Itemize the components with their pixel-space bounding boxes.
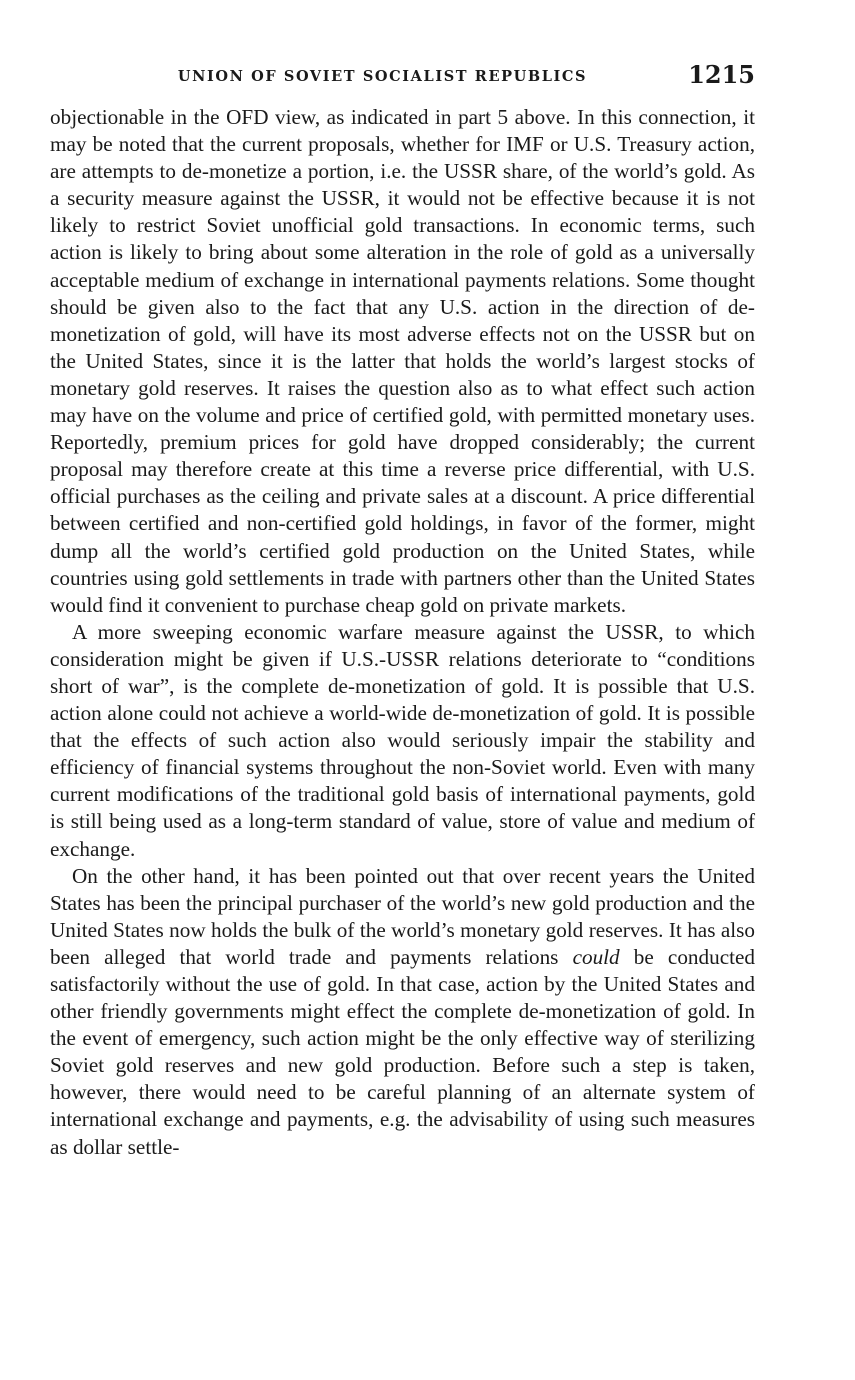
- paragraph-text-end: be conducted satisfactorily without the use of gold. In that case, action by the United States and other friendly governments might effect the complete de-monetization of gold. In the event of emergency, such action might be the only effective way of sterilizing Soviet gold reserves and new gold production. Before such a step is taken, however, there would need to be careful planning of an alternate system of international exchange and payments, e.g. the advisability of using such measures as dollar settle-: [50, 944, 755, 1159]
- paragraph-text-start: On the other hand, it has been pointed out that over recent years the United States has been the principal purchaser of the world’s new gold production and the United States now holds the bulk of the world’s monetary gold reserves. It has also been alleged that world trade and payments relations: [50, 863, 755, 969]
- paragraph-other-hand: [50, 863, 755, 1161]
- running-header: [50, 60, 755, 104]
- paragraph-continued: objectionable in the OFD view, as indicated in part 5 above. In this connection, it may be noted that the current proposals, whether for IMF or U.S. Treasury action, are attempts to de-monetize a portion, i.e. the USSR share, of the world’s gold. As a security measure against the USSR, it would not be effective because it is not likely to restrict Soviet unofficial gold transactions. In economic terms, such action is likely to bring about some alteration in the role of gold as a universally acceptable medium of exchange in international payments relations. Some thought should be given also to the fact that any U.S. action in the direction of de-monetization of gold, will have its most adverse effects not on the USSR but on the United States, since it is the latter that holds the world’s largest stocks of monetary gold reserves. It raises the question also as to what effect such action may have on the volume and price of certified gold, with permitted monetary uses. Reportedly, premium prices for gold have dropped considerably; the current proposal may therefore create at this time a reverse price differential, with U.S. official purchases as the ceiling and private sales at a discount. A price differential between certified and non-certified gold holdings, in favor of the former, might dump all the world’s certified gold production on the United States, while countries using gold settlements in trade with partners other than the United States would find it convenient to purchase cheap gold on private markets.: [50, 105, 755, 617]
- document-page: [50, 60, 755, 1161]
- italic-emphasis: could: [572, 944, 620, 969]
- page-number: 1215: [688, 60, 755, 89]
- body-text: [50, 104, 755, 1161]
- paragraph-demonetization: A more sweeping economic warfare measure against the USSR, to which consideration might be given if U.S.-USSR relations deteriorate to “conditions short of war”, is the complete de-monetization of gold. It is possible that U.S. action alone could not achieve a world-wide de-monetization of gold. It is possible that the effects of such action also would seriously impair the stability and efficiency of financial systems throughout the non-Soviet world. Even with many current modifications of the traditional gold basis of international payments, gold is still being used as a long-term standard of value, store of value and medium of exchange.: [50, 619, 755, 861]
- running-title: UNION OF SOVIET SOCIALIST REPUBLICS: [177, 68, 588, 85]
